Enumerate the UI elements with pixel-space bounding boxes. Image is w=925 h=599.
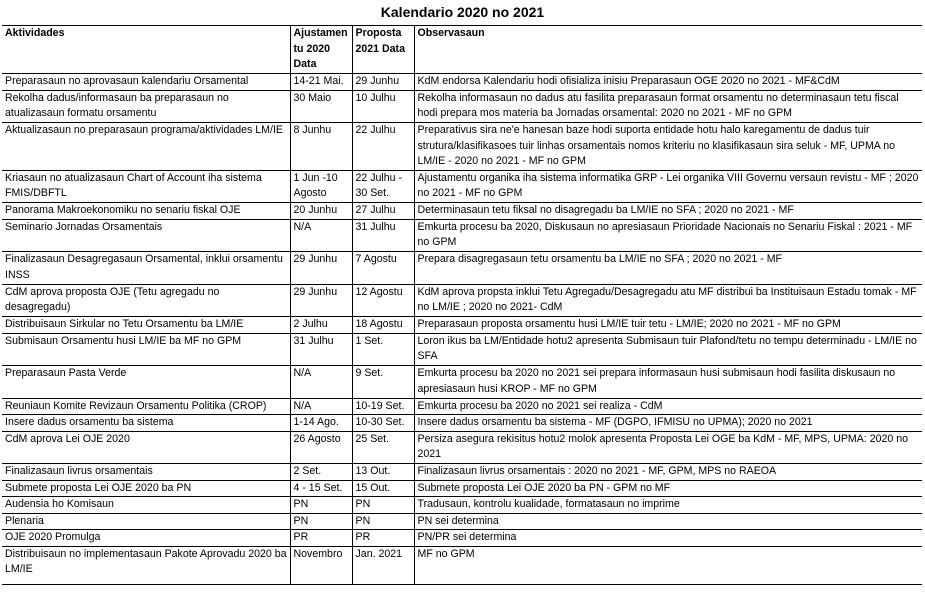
cell-adjustment-2020-date: 1-14 Ago. bbox=[290, 415, 352, 432]
cell-adjustment-2020-date: Novembro bbox=[290, 546, 352, 584]
cell-proposal-2021-date: 29 Junhu bbox=[352, 74, 414, 91]
cell-proposal-2021-date: 10-30 Set. bbox=[352, 415, 414, 432]
cell-adjustment-2020-date: N/A bbox=[290, 219, 352, 252]
cell-activity: Reuniaun Komite Revizaun Orsamentu Politika (CROP) bbox=[2, 398, 290, 415]
table-row bbox=[2, 480, 922, 497]
cell-proposal-2021-date: 22 Julhu - 30 Set. bbox=[352, 170, 414, 203]
table-row bbox=[2, 203, 922, 220]
cell-activity: CdM aprova proposta OJE (Tetu agregadu no desagregadu) bbox=[2, 284, 290, 317]
cell-activity: Seminario Jornadas Orsamentais bbox=[2, 219, 290, 252]
cell-activity: Aktualizasaun no preparasaun programa/aktividades LM/IE bbox=[2, 123, 290, 171]
cell-observation: Loron ikus ba LM/Entidade hotu2 apresenta Submisaun tuir Plafond/tetu no tempu determinadu - LM/IE no SFA bbox=[414, 333, 922, 366]
cell-adjustment-2020-date: PN bbox=[290, 513, 352, 530]
cell-activity: Kriasaun no atualizasaun Chart of Account iha sistema FMIS/DBFTL bbox=[2, 170, 290, 203]
table-row bbox=[2, 123, 922, 171]
table-row bbox=[2, 431, 922, 464]
cell-activity: Preparasaun no aprovasaun kalendariu Orsamental bbox=[2, 74, 290, 91]
cell-adjustment-2020-date: 8 Junhu bbox=[290, 123, 352, 171]
cell-adjustment-2020-date: 26 Agosto bbox=[290, 431, 352, 464]
table-row bbox=[2, 74, 922, 91]
cell-observation: KdM endorsa Kalendariu hodi ofisializa inisiu Preparasaun OGE 2020 no 2021 - MF&CdM bbox=[414, 74, 922, 91]
column-header-observasaun: Observasaun bbox=[414, 26, 922, 74]
cell-observation: Ajustamentu organika iha sistema informatika GRP - Lei organika VIII Governu versaun revistu - MF ; 2020 no 2021 - MF no GPM bbox=[414, 170, 922, 203]
cell-activity: Insere dadus orsamentu ba sistema bbox=[2, 415, 290, 432]
cell-activity: Preparasaun Pasta Verde bbox=[2, 366, 290, 399]
cell-adjustment-2020-date: 2 Set. bbox=[290, 464, 352, 481]
cell-observation: Emkurta procesu ba 2020, Diskusaun no apresiasaun Prioridade Nacionais no Senariu Fiskal : 2021 - MF no GPM bbox=[414, 219, 922, 252]
cell-activity: Distribuisaun Sirkular no Tetu Orsamentu ba LM/IE bbox=[2, 317, 290, 334]
cell-observation: Rekolha informasaun no dadus atu fasilita preparasaun format orsamentu no determinasaun tetu fiscal hodi prepara mos materia ba Jornadas orsamental: 2020 no 2021 - MF no GPM bbox=[414, 90, 922, 123]
table-row bbox=[2, 415, 922, 432]
table-row bbox=[2, 546, 922, 584]
cell-activity: Plenaria bbox=[2, 513, 290, 530]
cell-observation: Persiza asegura rekisitus hotu2 molok apresenta Proposta Lei OGE ba KdM - MF, MPS, UPMA: 2020 no 2021 bbox=[414, 431, 922, 464]
table-row bbox=[2, 530, 922, 547]
cell-observation: Emkurta procesu ba 2020 no 2021 sei prepara informasaun husi submisaun hodi fasilita diskusaun no apresiasaun husi KROP - MF no GPM bbox=[414, 366, 922, 399]
table-row bbox=[2, 366, 922, 399]
cell-adjustment-2020-date: 31 Julhu bbox=[290, 333, 352, 366]
calendar-table bbox=[2, 25, 922, 585]
cell-observation: Tradusaun, kontrolu kualidade, formatasaun no imprime bbox=[414, 497, 922, 514]
cell-adjustment-2020-date: 2 Julhu bbox=[290, 317, 352, 334]
cell-observation: MF no GPM bbox=[414, 546, 922, 584]
cell-adjustment-2020-date: 14-21 Mai. bbox=[290, 74, 352, 91]
cell-activity: Distribuisaun no implementasaun Pakote Aprovadu 2020 ba LM/IE bbox=[2, 546, 290, 584]
cell-adjustment-2020-date: 29 Junhu bbox=[290, 252, 352, 285]
cell-adjustment-2020-date: 4 - 15 Set. bbox=[290, 480, 352, 497]
cell-adjustment-2020-date: 30 Maio bbox=[290, 90, 352, 123]
cell-observation: Preparativus sira ne'e hanesan baze hodi suporta entidade hotu halo karegamentu de dadus tuir strutura/klasifikasoes tuir linhas orsamentais nomos kriteriu no klasifikasaun sira seluk - MF, UPMA no LM/IE - 2020 no 2021 - MF no GPM bbox=[414, 123, 922, 171]
table-row bbox=[2, 90, 922, 123]
column-header-proposta-2021: Proposta 2021 Data bbox=[352, 26, 414, 74]
cell-proposal-2021-date: 10-19 Set. bbox=[352, 398, 414, 415]
cell-proposal-2021-date: PR bbox=[352, 530, 414, 547]
cell-activity: OJE 2020 Promulga bbox=[2, 530, 290, 547]
cell-adjustment-2020-date: PR bbox=[290, 530, 352, 547]
cell-activity: Submisaun Orsamentu husi LM/IE ba MF no GPM bbox=[2, 333, 290, 366]
cell-proposal-2021-date: 18 Agostu bbox=[352, 317, 414, 334]
page-title: Kalendario 2020 no 2021 bbox=[380, 4, 545, 20]
table-row bbox=[2, 317, 922, 334]
cell-proposal-2021-date: 15 Out. bbox=[352, 480, 414, 497]
cell-proposal-2021-date: PN bbox=[352, 497, 414, 514]
cell-observation: PN/PR sei determina bbox=[414, 530, 922, 547]
cell-activity: Finalizasaun Desagregasaun Orsamental, inklui orsamentu INSS bbox=[2, 252, 290, 285]
cell-proposal-2021-date: PN bbox=[352, 513, 414, 530]
table-row bbox=[2, 284, 922, 317]
table-row bbox=[2, 252, 922, 285]
cell-observation: Determinasaun tetu fiksal no disagregadu ba LM/IE no SFA ; 2020 no 2021 - MF bbox=[414, 203, 922, 220]
cell-proposal-2021-date: 25 Set. bbox=[352, 431, 414, 464]
table-row bbox=[2, 513, 922, 530]
cell-activity: Submete proposta Lei OJE 2020 ba PN bbox=[2, 480, 290, 497]
cell-observation: Preparasaun proposta orsamentu husi LM/IE tuir tetu - LM/IE; 2020 no 2021 - MF no GPM bbox=[414, 317, 922, 334]
cell-proposal-2021-date: 13 Out. bbox=[352, 464, 414, 481]
cell-proposal-2021-date: 27 Julhu bbox=[352, 203, 414, 220]
cell-observation: PN sei determina bbox=[414, 513, 922, 530]
table-row bbox=[2, 170, 922, 203]
cell-observation: Submete proposta Lei OJE 2020 ba PN - GPM no MF bbox=[414, 480, 922, 497]
cell-observation: Insere dadus orsamentu ba sistema - MF (DGPO, IFMISU no UPMA); 2020 no 2021 bbox=[414, 415, 922, 432]
table-row bbox=[2, 398, 922, 415]
table-row bbox=[2, 219, 922, 252]
cell-proposal-2021-date: 31 Julhu bbox=[352, 219, 414, 252]
cell-activity: Rekolha dadus/informasaun ba preparasaun no atualizasaun formatu orsamentu bbox=[2, 90, 290, 123]
cell-proposal-2021-date: 12 Agostu bbox=[352, 284, 414, 317]
cell-activity: Audensia ho Komisaun bbox=[2, 497, 290, 514]
cell-proposal-2021-date: 7 Agostu bbox=[352, 252, 414, 285]
table-row bbox=[2, 464, 922, 481]
cell-proposal-2021-date: 9 Set. bbox=[352, 366, 414, 399]
cell-observation: Prepara disagregasaun tetu orsamentu ba LM/IE no SFA ; 2020 no 2021 - MF bbox=[414, 252, 922, 285]
table-row bbox=[2, 333, 922, 366]
cell-adjustment-2020-date: 20 Junhu bbox=[290, 203, 352, 220]
cell-observation: KdM aprova propsta inklui Tetu Agregadu/Desagregadu atu MF distribui ba Instituisaun Estadu tomak - MF no LM/IE ; 2020 no 2021- CdM bbox=[414, 284, 922, 317]
cell-observation: Emkurta procesu ba 2020 no 2021 sei realiza - CdM bbox=[414, 398, 922, 415]
cell-adjustment-2020-date: PN bbox=[290, 497, 352, 514]
cell-proposal-2021-date: 22 Julhu bbox=[352, 123, 414, 171]
cell-adjustment-2020-date: 29 Junhu bbox=[290, 284, 352, 317]
cell-activity: Panorama Makroekonomiku no senariu fiskal OJE bbox=[2, 203, 290, 220]
cell-activity: CdM aprova Lei OJE 2020 bbox=[2, 431, 290, 464]
column-header-aktividades: Aktividades bbox=[2, 26, 290, 74]
cell-adjustment-2020-date: N/A bbox=[290, 398, 352, 415]
cell-proposal-2021-date: 10 Julhu bbox=[352, 90, 414, 123]
table-row bbox=[2, 497, 922, 514]
cell-adjustment-2020-date: N/A bbox=[290, 366, 352, 399]
cell-proposal-2021-date: Jan. 2021 bbox=[352, 546, 414, 584]
table-header-row bbox=[2, 26, 922, 74]
column-header-ajustamentu-2020: Ajustamen tu 2020 Data bbox=[290, 26, 352, 74]
cell-proposal-2021-date: 1 Set. bbox=[352, 333, 414, 366]
cell-activity: Finalizasaun livrus orsamentais bbox=[2, 464, 290, 481]
cell-observation: Finalizasaun livrus orsamentais : 2020 no 2021 - MF, GPM, MPS no RAEOA bbox=[414, 464, 922, 481]
cell-adjustment-2020-date: 1 Jun -10 Agosto bbox=[290, 170, 352, 203]
